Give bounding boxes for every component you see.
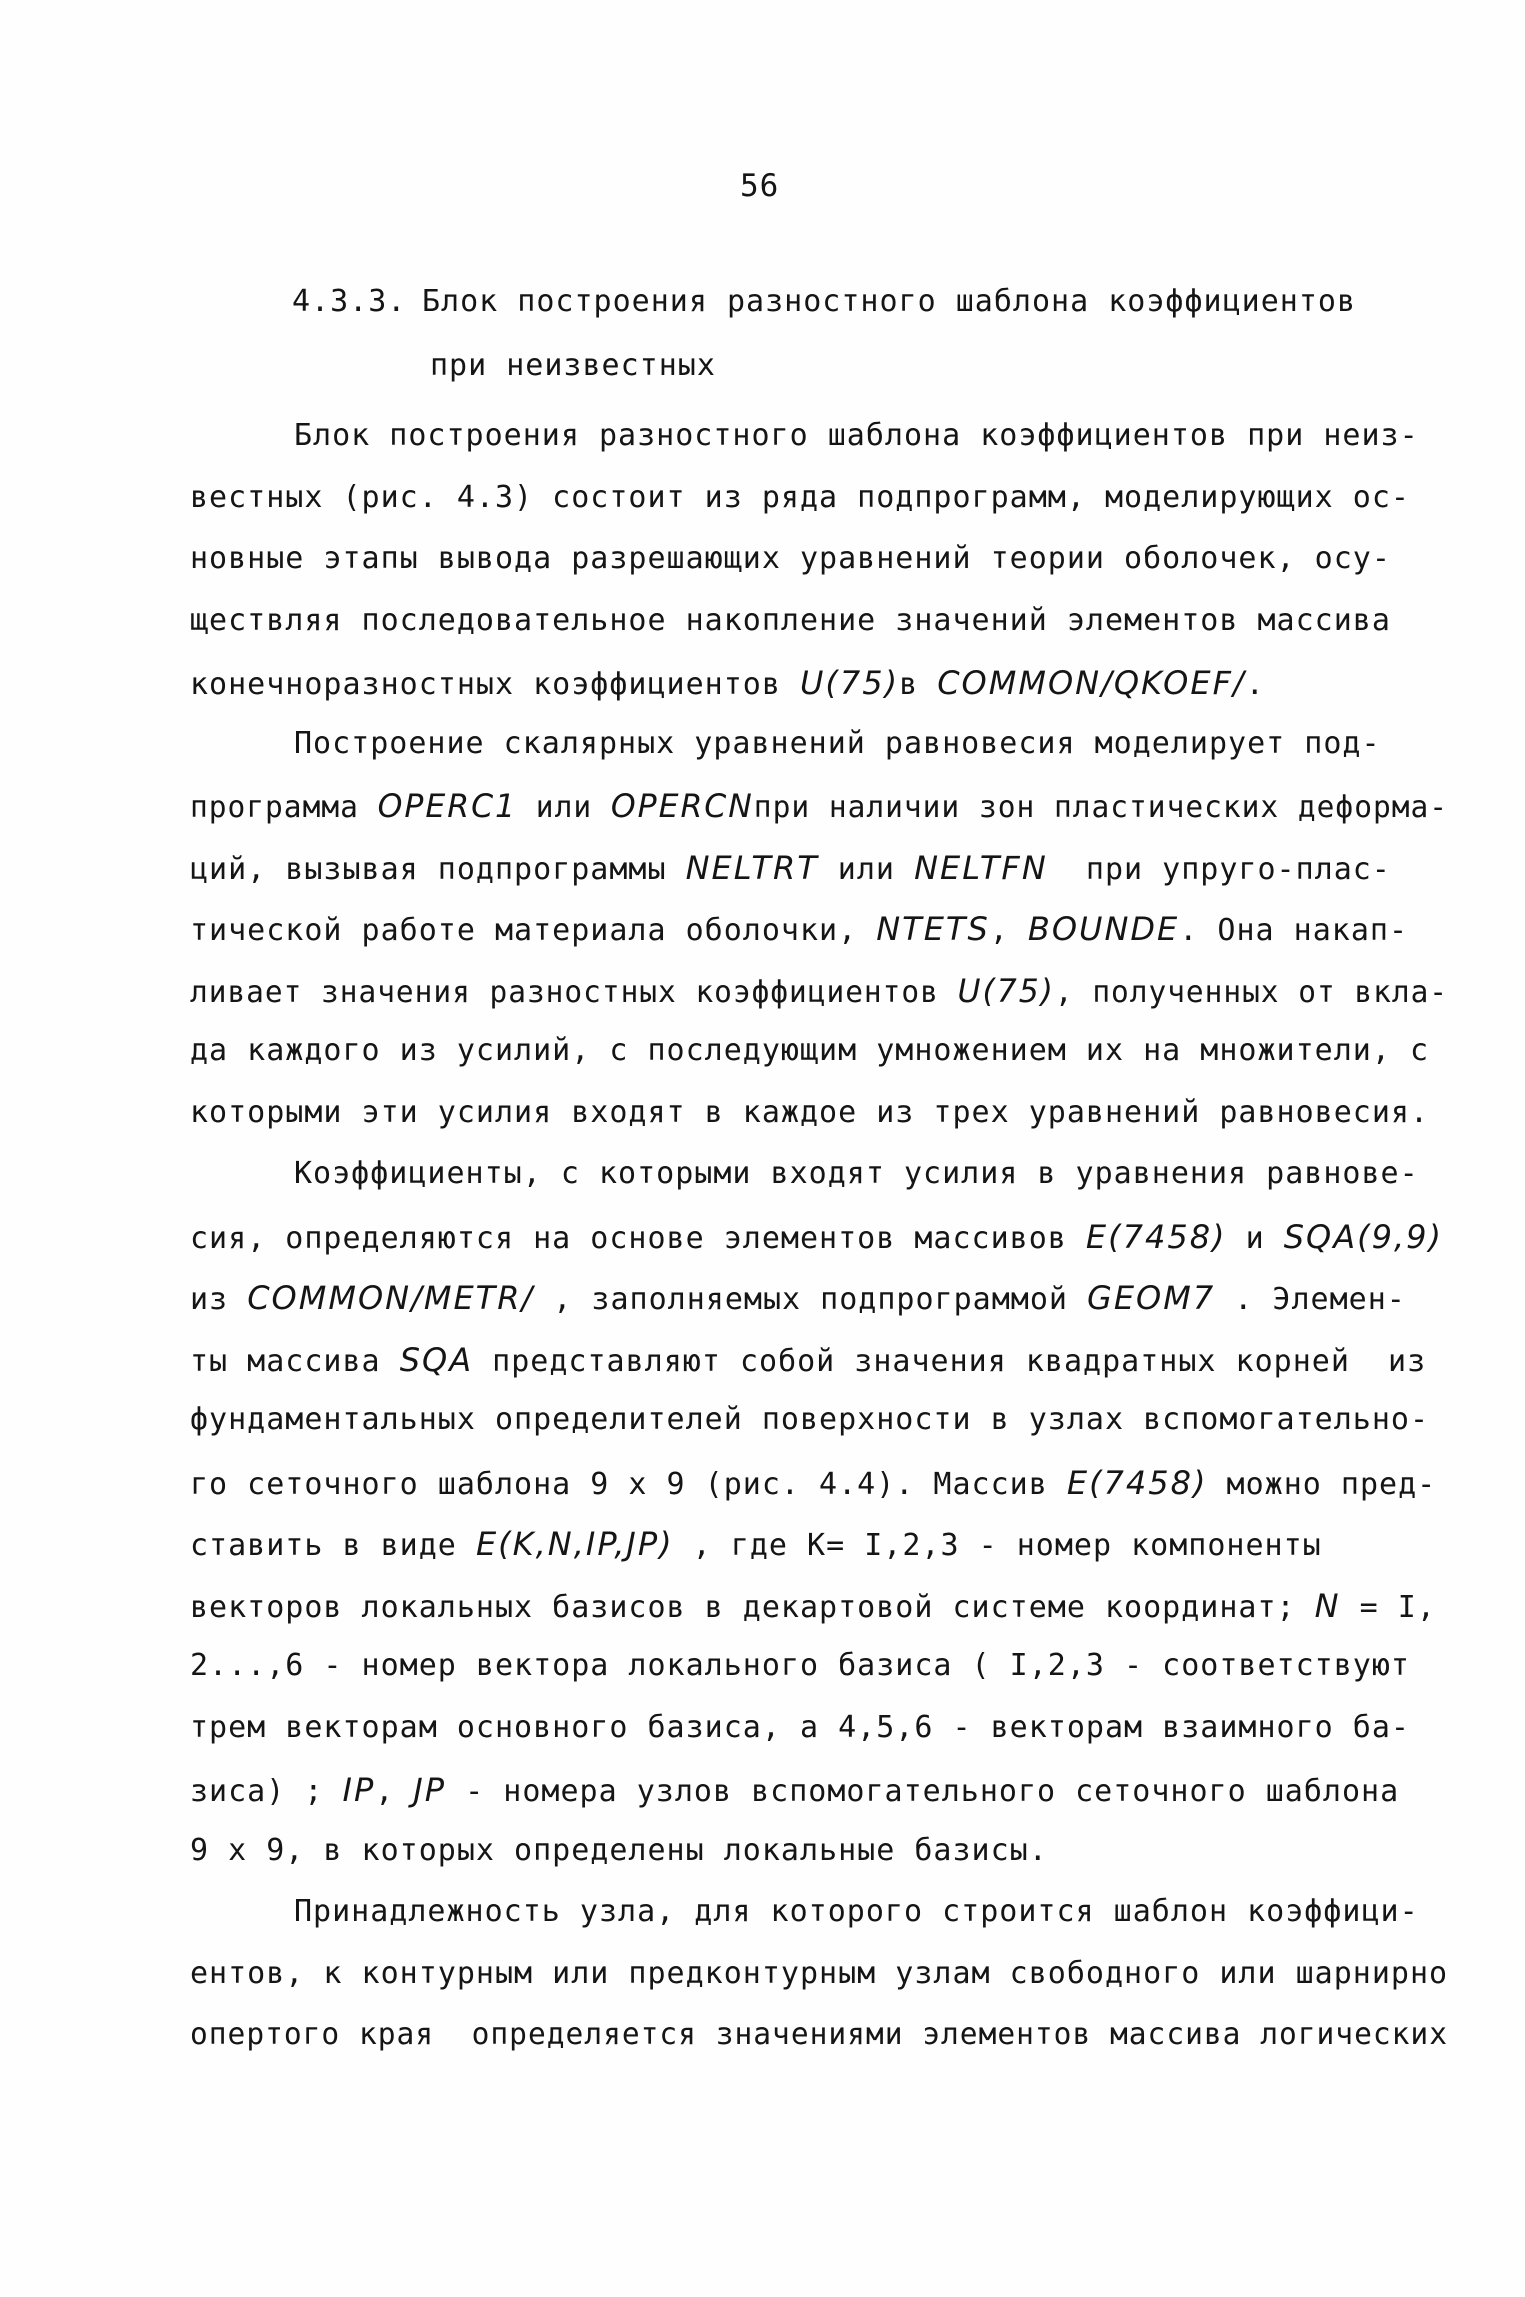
text-line xyxy=(190,2017,1448,2052)
text-line xyxy=(190,910,1408,948)
text-segment: и xyxy=(1226,1220,1284,1256)
text-segment: . Она накап- xyxy=(1179,913,1409,948)
text-segment: Коэффициенты, с которыми входят усилия в уравнения равнове- xyxy=(294,1156,1419,1191)
text-segment: которыми эти усилия входят в каждое из трех уравнений равновесия. xyxy=(190,1094,1429,1130)
section-title-line-1: Блок построения разностного шаблона коэффициентов xyxy=(422,284,1357,319)
text-line xyxy=(190,972,1448,1010)
text-segment: Блок построения разностного шаблона коэффициентов при неиз- xyxy=(294,418,1419,453)
text-line xyxy=(190,1218,1443,1256)
text-segment: 9 х 9, в которых определены локальные базисы. xyxy=(190,1832,1048,1868)
section-title-line-2: при неизвестных xyxy=(430,348,716,383)
text-line xyxy=(190,664,1265,702)
text-segment: трем векторам основного базиса, а 4,5,6 - векторам взаимного ба- xyxy=(190,1709,1410,1745)
text-segment: , заполняемых подпрограммой xyxy=(534,1282,1088,1317)
text-segment: да каждого из усилий, с последующим умножением их на множители, с xyxy=(190,1033,1429,1068)
text-segment: при упруго-плас- xyxy=(1047,851,1391,887)
text-line xyxy=(190,1587,1436,1625)
text-segment: из xyxy=(190,1282,248,1317)
text-line xyxy=(190,1710,1410,1745)
text-line xyxy=(190,1341,1426,1379)
text-line xyxy=(190,1464,1436,1502)
text-segment: вестных (рис. 4.3) состоит из ряда подпрограмм, моделирующих ос- xyxy=(190,479,1410,515)
text-segment: , где К= I,2,3 - номер компоненты xyxy=(673,1528,1322,1563)
text-line xyxy=(294,1894,1419,1929)
handwritten-identifier: E(7458) xyxy=(1085,1217,1227,1256)
text-line xyxy=(294,418,1419,453)
text-segment: зиса) ; xyxy=(190,1774,343,1809)
text-segment: , xyxy=(375,1774,414,1809)
text-segment: ществляя последовательное накопление значений элементов массива xyxy=(190,602,1391,638)
text-line xyxy=(190,603,1391,638)
text-line xyxy=(190,849,1391,887)
text-segment: конечноразностных коэффициентов xyxy=(190,667,800,702)
text-segment: в xyxy=(899,667,938,702)
text-segment: , полученных от вкла- xyxy=(1054,974,1449,1010)
text-line xyxy=(294,726,1381,761)
handwritten-identifier: OPERC1 xyxy=(377,787,518,825)
text-line xyxy=(190,1033,1429,1068)
text-segment: векторов локальных базисов в декартовой системе координат; xyxy=(190,1589,1315,1625)
text-segment: . xyxy=(1245,667,1265,702)
text-line xyxy=(294,1156,1419,1191)
text-segment: 2...,6 - номер вектора локального базиса ( I,2,3 - соответствуют xyxy=(190,1648,1410,1683)
text-line xyxy=(190,1279,1406,1317)
text-segment: ентов, к контурным или предконтурным узлам свободного или шарнирно xyxy=(190,1955,1449,1991)
handwritten-identifier: COMMON/QKOEF/ xyxy=(937,664,1246,702)
text-segment: фундаментальных определителей поверхности в узлах вспомогательно- xyxy=(190,1402,1429,1437)
section-number: 4.3.3. xyxy=(292,284,407,319)
handwritten-identifier: JP xyxy=(413,1771,447,1809)
handwritten-identifier: U(75) xyxy=(957,971,1055,1010)
text-segment: го сеточного шаблона 9 х 9 (рис. 4.4). Массив xyxy=(190,1466,1067,1502)
text-segment: ты массива xyxy=(190,1343,400,1379)
section-heading xyxy=(292,270,1356,398)
text-line xyxy=(190,1095,1429,1130)
text-line xyxy=(190,1402,1429,1437)
text-line xyxy=(190,787,1448,825)
text-segment: , xyxy=(989,913,1028,948)
handwritten-identifier: N xyxy=(1314,1586,1341,1625)
text-line xyxy=(190,541,1391,576)
text-segment: - номера узлов вспомогательного сеточного шаблона xyxy=(446,1774,1400,1809)
text-segment: ставить в виде xyxy=(190,1528,476,1563)
handwritten-identifier: NELTRT xyxy=(685,848,819,887)
text-segment: = I, xyxy=(1340,1589,1436,1625)
text-line xyxy=(190,1956,1448,1991)
text-segment: Построение скалярных уравнений равновесия моделирует под- xyxy=(294,725,1381,761)
handwritten-identifier: COMMON/METR/ xyxy=(247,1279,535,1317)
text-segment: сия, определяются на основе элементов массивов xyxy=(190,1220,1086,1256)
text-line xyxy=(190,1648,1410,1683)
text-line xyxy=(190,1525,1322,1563)
handwritten-identifier: E(7458) xyxy=(1066,1463,1208,1502)
text-segment: . Элемен- xyxy=(1215,1282,1406,1317)
handwritten-identifier: NELTFN xyxy=(914,848,1048,887)
text-line xyxy=(190,1771,1399,1809)
handwritten-identifier: GEOM7 xyxy=(1087,1279,1216,1317)
handwritten-identifier: OPERCN xyxy=(610,787,754,825)
text-segment: тической работе материала оболочки, xyxy=(190,913,877,948)
text-segment: или xyxy=(517,790,611,825)
text-segment: программа xyxy=(190,790,378,825)
text-segment: ций, вызывая подпрограммы xyxy=(190,851,686,887)
handwritten-identifier: U(75) xyxy=(799,664,900,702)
handwritten-identifier: E(K,N,IP,JP) xyxy=(475,1525,674,1563)
text-segment: ливает значения разностных коэффициентов xyxy=(190,974,958,1010)
text-segment: можно пред- xyxy=(1207,1466,1437,1502)
text-segment: или xyxy=(818,851,915,887)
text-line xyxy=(190,480,1410,515)
handwritten-identifier: NTETS xyxy=(876,910,990,948)
handwritten-identifier: SQA xyxy=(399,1340,474,1379)
text-segment: новные этапы вывода разрешающих уравнений теории оболочек, осу- xyxy=(190,541,1391,576)
page-number: 56 xyxy=(740,168,780,204)
text-segment: опертого края определяется значениями элементов массива логических xyxy=(190,2017,1448,2052)
text-line xyxy=(190,1833,1048,1868)
text-segment: представляют собой значения квадратных корней из xyxy=(473,1343,1427,1379)
text-segment: при наличии зон пластических деформа- xyxy=(753,790,1449,825)
text-segment: Принадлежность узла, для которого строится шаблон коэффици- xyxy=(294,1894,1419,1929)
handwritten-identifier: IP xyxy=(342,1771,376,1809)
handwritten-identifier: SQA(9,9) xyxy=(1283,1217,1443,1256)
handwritten-identifier: BOUNDE xyxy=(1027,910,1180,948)
